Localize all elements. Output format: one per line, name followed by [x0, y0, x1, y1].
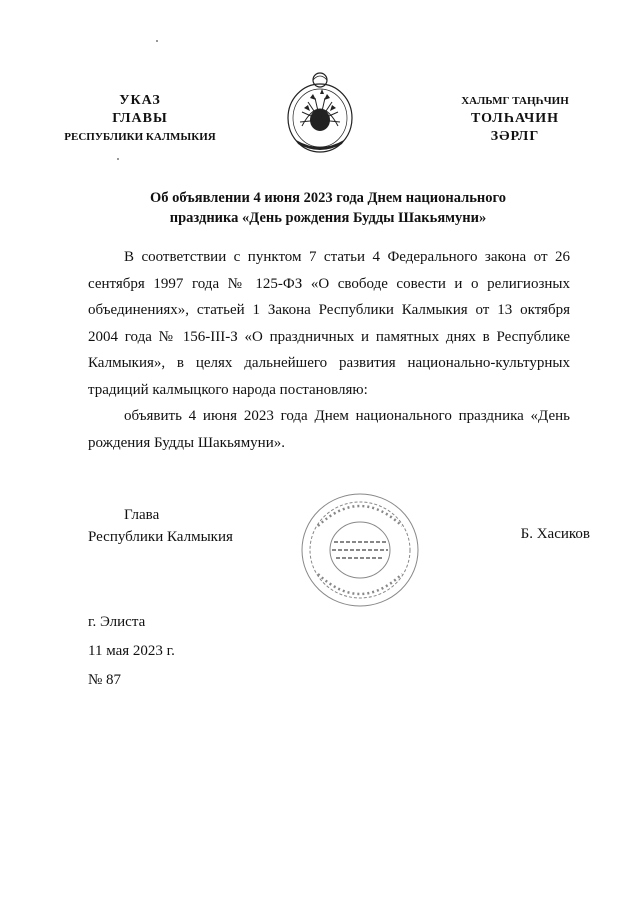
- republic-label: РЕСПУБЛИКИ КАЛМЫКИЯ: [64, 131, 216, 143]
- decree-label: УКАЗ: [119, 93, 161, 108]
- signatory-title: [88, 504, 288, 548]
- signatory-name: Б. Хасиков: [520, 526, 590, 542]
- kalmyk-republic-label: ХАЛЬМГ ТАҢҺЧИН: [461, 95, 569, 107]
- city-label: г. Элиста: [88, 614, 146, 630]
- coat-of-arms-emblem-icon: [282, 68, 358, 158]
- document-number: № 87: [88, 672, 122, 688]
- header-right-block: [432, 92, 598, 146]
- scan-speck: [117, 158, 119, 160]
- body-paragraph-2: объявить 4 июня 2023 года Днем национального праздника «День рождения Будды Шакьямуни».: [88, 408, 570, 451]
- title-line-2: праздника «День рождения Будды Шакьямуни»: [169, 210, 487, 226]
- scan-speck: [156, 40, 158, 42]
- header-left-block: [40, 92, 240, 146]
- official-round-seal-icon: [294, 486, 426, 614]
- signatory-title-line-2: Республики Калмыкия: [88, 529, 233, 545]
- kalmyk-decree-label: ЗӘРЛГ: [490, 129, 540, 144]
- document-body: [88, 244, 570, 456]
- kalmyk-head-label: ТОЛҺАЧИН: [470, 111, 560, 126]
- document-title: [90, 188, 566, 228]
- date-label: 11 мая 2023 г.: [88, 643, 175, 659]
- title-line-1: Об объявлении 4 июня 2023 года Днем национального: [150, 190, 506, 206]
- body-paragraph-1: В соответствии с пунктом 7 статьи 4 Федерального закона от 26 сентября 1997 года № 125-ФЗ «О свободе совести и о религиозных объединениях», статьей 1 Закона Республики Калмыкия от 13 октября 2004 года № 156-III-З «О праздничных и памятных днях в Республике Калмыкия», в целях дальнейшего развития национально-культурных традиций калмыцкого народа постановляю:: [88, 249, 570, 398]
- signatory-title-line-1: Глава: [124, 507, 160, 523]
- document-footer: [88, 608, 175, 695]
- head-label: ГЛАВЫ: [112, 111, 168, 126]
